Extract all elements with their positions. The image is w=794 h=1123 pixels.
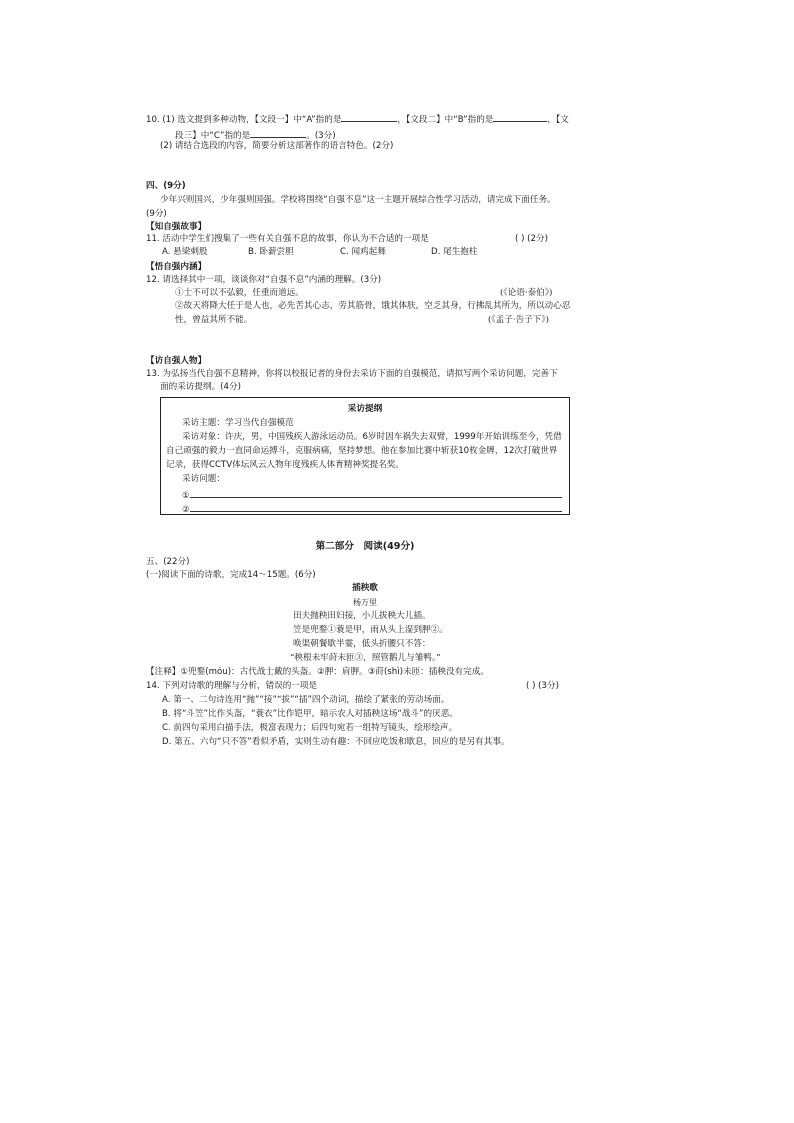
q13-stem: 13. 为弘扬当代自强不息精神，你将以校报记者的身份去采访下面的自强模范，请拟写两个采访问题，完善下 [146,369,558,379]
quote-2-cont: 性，曾益其所不能。 [175,315,253,325]
q13-stem-cont: 面的采访提纲。(4分) [160,382,241,392]
section-4-intro-score: (9分) [146,209,167,219]
q14-option-b[interactable]: B. 将“斗笠”比作头盔，“蓑衣”比作铠甲，暗示农人对插秧这场“战斗”的厌恶。 [162,709,458,719]
quote-2-source: (《孟子·告子下》) [488,315,549,325]
q10-line2 [175,128,336,142]
poem-line-1: 田夫抛秧田妇接，小儿拔秧大儿插。 [293,611,431,621]
activity-tag-1: 【知自强故事】 [146,222,207,232]
activity-tag-3: 【访自强人物】 [146,356,207,366]
answer-blank-c[interactable] [250,128,306,138]
answer-blank-a[interactable] [341,112,397,122]
interview-title: 采访提纲 [347,404,383,414]
section-4-intro: 少年兴则国兴，少年强则国强。学校将围绕“自强不息”这一主题开展综合性学习活动，请完成下面任务。 [160,195,556,205]
poem-title: 插秧歌 [352,583,378,593]
interview-question-2 [182,502,562,516]
q10-text: ，【文 [547,115,569,125]
poem-author: 杨万里 [353,598,377,607]
q11-option-b[interactable]: B. 卧薪尝胆 [248,247,294,257]
q10-text: 10. (1) 选文提到多种动物，【文段一】中“A”指的是 [146,115,342,125]
q14-option-c[interactable]: C. 前四句采用白描手法，极富表现力；后四句宛若一组特写镜头，绘形绘声。 [162,723,458,733]
q11-option-c[interactable]: C. 闻鸡起舞 [340,247,386,257]
quote-2: ②故天将降大任于是人也，必先苦其心志，劳其筋骨，饿其体肤，空乏其身，行拂乱其所为，所以动心忍 [175,301,571,311]
q14-option-d[interactable]: D. 第五、六句“只不答”看似矛盾，实则生动有趣：不回应吃饭和歇息，回应的是另有其事。 [162,737,510,747]
poem-line-3: 唤渠朝餐歇半霎，低头折腰只不答： [293,639,431,649]
answer-line-2[interactable] [190,502,562,512]
q10-text: 段三】中“C”指的是 [175,131,251,141]
answer-blank-b[interactable] [493,112,547,122]
subsection-1: (一)阅读下面的诗歌，完成14～15题。(6分) [146,570,316,580]
q14-score: ( ) (3分) [526,681,559,691]
q10-text: 。(3分) [306,131,336,141]
answer-line-1[interactable] [190,488,562,498]
interview-subject-cont2: 记录，获得CCTV体坛风云人物年度残疾人体育精神奖提名奖。 [166,460,404,470]
interview-subject: 采访对象：许庆，男，中国残疾人游泳运动员。6岁时因车祸失去双臂，1999年开始训练至今，凭借 [182,432,562,442]
section-5-heading: 五、(22分) [146,557,190,567]
poem-line-4: “秧根未牢莳未匝③，照管鹅儿与雏鸭。” [290,653,441,663]
poem-line-2: 笠是兜鍪①蓑是甲，雨从头上湿到胛②。 [293,625,448,635]
quote-1: ①士不可以不弘毅，任重而道远。 [175,288,304,298]
section-4-heading: 四、(9分) [146,181,186,191]
poem-notes: 【注释】①兜鍪(móu)：古代战士戴的头盔。②胛：肩胛。③莳(shì)未匝：插秧没有完成。 [146,667,489,677]
interview-subject-cont: 自己顽强的毅力一直同命运搏斗，克服病痛，坚持梦想。他在参加比赛中斩获10枚金牌，12次打破世界 [166,446,558,456]
q11-stem: 11. 活动中学生们搜集了一些有关自强不息的故事，你认为不合适的一项是 [146,234,429,244]
q10-line1 [146,112,569,126]
quote-1-source: (《论语·泰伯》) [500,288,553,298]
q11-option-a[interactable]: A. 悬梁刺股 [162,247,208,257]
interview-questions-label: 采访问题： [182,474,225,484]
question-marker: ① [182,491,190,501]
interview-theme: 采访主题：学习当代自强模范 [182,418,294,428]
q10-text: ，【文段二】中“B”指的是 [397,115,494,125]
part-2-title: 第二部分 阅读(49分) [315,541,415,552]
q11-score: ( ) (2分) [515,234,548,244]
q11-option-d[interactable]: D. 尾生抱柱 [431,247,478,257]
q12-stem: 12. 请选择其中一项，谈谈你对“自强不息”内涵的理解。(3分) [146,275,382,285]
q10-part2: (2) 请结合选段的内容，简要分析这部著作的语言特色。(2分) [160,141,394,151]
question-marker: ② [182,505,190,515]
interview-question-1 [182,488,562,502]
q14-stem: 14. 下列对诗歌的理解与分析，错误的一项是 [146,681,318,691]
activity-tag-2: 【悟自强内涵】 [146,262,207,272]
q14-option-a[interactable]: A. 第一、二句诗连用“抛”“接”“拔”“插”四个动词，描绘了紧张的劳动场面。 [162,695,450,705]
